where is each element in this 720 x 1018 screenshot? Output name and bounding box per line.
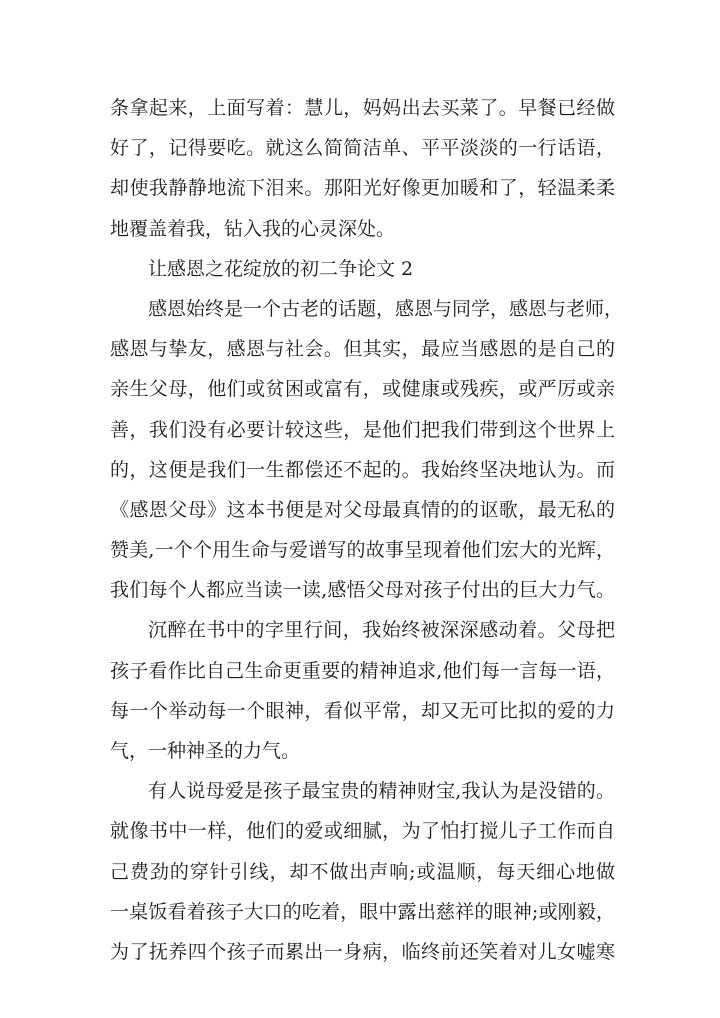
text-line: 我们每个人都应当读一读,感悟父母对孩子付出的巨大力气。 xyxy=(110,579,615,602)
essay-body xyxy=(110,88,624,972)
text-line: 孩子看作比自己生命更重要的精神追求,他们每一言每一语， xyxy=(110,659,615,682)
text-line: 地覆盖着我，钻入我的心灵深处。 xyxy=(110,217,396,240)
text-line: 感恩始终是一个古老的话题，感恩与同学，感恩与老师， xyxy=(148,297,624,320)
text-line: 《感恩父母》这本书便是对父母最真情的的讴歌，最无私的 xyxy=(110,498,615,521)
text-line: 气，一种神圣的力气。 xyxy=(110,740,301,762)
text-line: 沉醉在书中的字里行间，我始终被深深感动着。父母把 xyxy=(148,619,615,642)
text-line: 就像书中一样，他们的爱或细腻，为了怕打搅儿子工作而自 xyxy=(110,820,615,843)
text-line: 每一个举动每一个眼神，看似平常，却又无可比拟的爱的力 xyxy=(110,699,615,722)
text-line: 感恩与挚友，感恩与社会。但其实，最应当感恩的是自己的 xyxy=(110,338,615,361)
text-line: 条拿起来，上面写着：慧儿，妈妈出去买菜了。早餐已经做 xyxy=(110,97,615,119)
text-line: 善，我们没有必要计较这些，是他们把我们带到这个世界上 xyxy=(110,418,615,441)
text-line: 己费劲的穿针引线，却不做出声响;或温顺，每天细心地做 xyxy=(110,860,615,883)
text-line: 却使我静静地流下泪来。那阳光好像更加暖和了，轻温柔柔 xyxy=(110,177,615,200)
text-line: 有人说母爱是孩子最宝贵的精神财宝,我认为是没错的。 xyxy=(148,780,615,803)
text-line: 的，这便是我们一生都偿还不起的。我始终坚决地认为。而 xyxy=(110,458,615,481)
text-line: 亲生父母，他们或贫困或富有，或健康或残疾，或严厉或亲 xyxy=(110,378,615,401)
text-line: 为了抚养四个孩子而累出一身病，临终前还笑着对儿女嘘寒 xyxy=(110,940,615,963)
text-line: 赞美,一个个用生命与爱谱写的故事呈现着他们宏大的光辉， xyxy=(110,539,615,562)
text-line: 好了，记得要吃。就这么简简洁单、平平淡淡的一行话语， xyxy=(110,137,615,160)
text-line: 一桌饭看着孩子大口的吃着，眼中露出慈祥的眼神;或刚毅， xyxy=(110,900,615,923)
section-title: 让感恩之花绽放的初二争论文 2 xyxy=(148,257,414,280)
